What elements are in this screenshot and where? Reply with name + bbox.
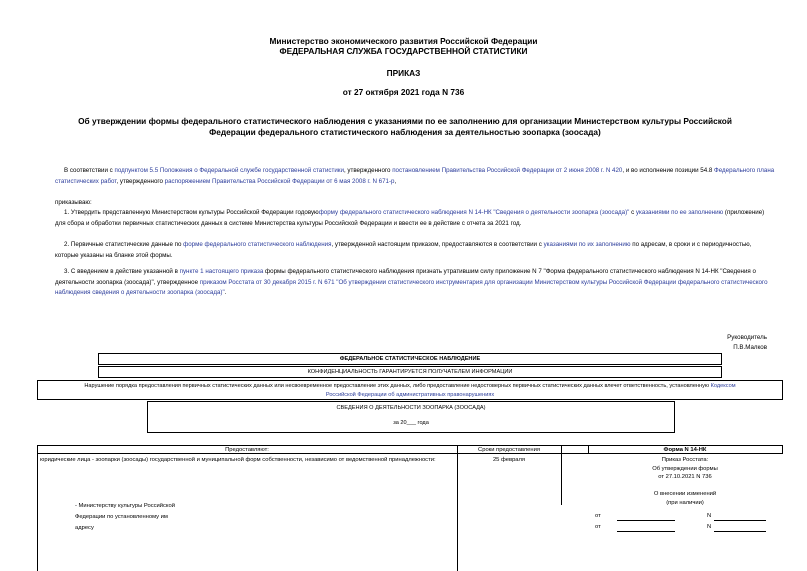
provider-description: юридические лица - зоопарки (зоосады) государственной и муниципальной форм собственности, независимо от ведомственной принадлежности: — [40, 457, 436, 463]
link-filling-instructions[interactable]: указаниями по их заполнению — [543, 241, 631, 248]
document-type: ПРИКАЗ — [386, 68, 421, 78]
item2-text-1: 2. Первичные статистические данные по — [64, 241, 184, 248]
recipient-line-2: Федерации по установленному им — [75, 514, 168, 520]
link-rosstat-order-671[interactable]: приказом Росстата от 30 декабря 2015 г. N 671 "Об утверждении статистического инструментария для организации Министерством культуры Российской Федерации федерального статистического наблюдения сведения о деятельности зоопарка (зоосада)" — [55, 278, 768, 296]
report-title-box — [147, 401, 675, 433]
preamble-text-2: , утвержденного — [343, 167, 393, 174]
item3-text-2: формы федерального статистического наблюдения признать утратившим силу приложение N 7 "Форма федерального статистического наблюдения N 14-НК "Сведения о деятельности зоопарка (зоосада)", утвержденное — [55, 268, 756, 286]
signature-role: Руководитель — [727, 334, 767, 341]
order-item-2 — [55, 240, 775, 261]
recipient-line-1: - Министерству культуры Российской — [75, 503, 175, 509]
column-header-provide: Предоставляют: — [225, 447, 269, 453]
warning-text: Нарушение порядка предоставления первичных статистических данных или несвоевременное предоставление этих данных, либо предоставление недостоверных первичных статистических данных влечет ответственность, установленную — [84, 383, 711, 389]
document-date-number: от 27 октября 2021 года N 736 — [342, 87, 465, 97]
item2-text-3: по адресам, в сроки и с периодичностью, которые указаны на бланке этой формы. — [55, 241, 752, 259]
changes-line-1: О внесении изменений — [653, 491, 717, 497]
item1-text-1: 1. Утвердить представленную Министерством культуры Российской Федерации годовую — [64, 209, 319, 216]
preamble-text-1: В соответствии с — [64, 167, 115, 174]
link-regulation-5-5[interactable]: подпунктом 5.5 Положения о Федеральной службе государственной статистики — [114, 167, 344, 174]
document-header — [0, 36, 807, 56]
recipient-line-3: адресу — [75, 525, 94, 531]
approval-line-3: от 27.10.2021 N 736 — [658, 474, 712, 480]
form-number: Форма N 14-НК — [663, 447, 707, 453]
preamble-text-4: , утвержденного — [116, 177, 165, 185]
preamble-text-5: , — [394, 177, 397, 185]
approval-line-1: Приказ Росстата: — [661, 457, 709, 463]
order-item-1 — [55, 208, 775, 229]
changes-line-2: (при наличии) — [666, 499, 704, 506]
service-name: ФЕДЕРАЛЬНАЯ СЛУЖБА ГОСУДАРСТВЕННОЙ СТАТИСТИКИ — [279, 46, 528, 56]
column-header-deadline: Сроки предоставления — [478, 447, 540, 453]
approval-block — [588, 456, 782, 482]
preamble-text-3: , и во исполнение позиции 54.8 — [622, 167, 715, 174]
changes-from-label-1: от — [595, 513, 601, 519]
link-federal-statistical-plan[interactable]: Федерального плана статистических работ — [55, 167, 775, 185]
changes-from-label-2: от — [595, 524, 601, 530]
item1-text-3: (приложение) для сбора и обработки первичных статистических данных в системе Министерства культуры Российской Федерации и ввести ее в действие с отчета за 2021 год. — [55, 209, 765, 227]
signature-name: П.В.Малков — [733, 344, 767, 351]
changes-number-label-2: N — [707, 524, 712, 530]
table-left-border — [37, 445, 38, 571]
report-title: СВЕДЕНИЯ О ДЕЯТЕЛЬНОСТИ ЗООПАРКА (ЗООСАДА) — [336, 405, 486, 411]
link-fill-instructions[interactable]: указаниями по ее заполнению — [635, 209, 724, 216]
item3-text-3: . — [224, 289, 227, 296]
preamble-paragraph — [55, 166, 775, 187]
changes-date-field-2 — [617, 531, 675, 532]
changes-number-field-2 — [714, 531, 766, 532]
item2-text-2: , утвержденной настоящим приказом, предоставляются в соответствии с — [331, 241, 544, 248]
link-item-1[interactable]: пункте 1 настоящего приказа — [179, 268, 264, 275]
link-government-decree-420[interactable]: постановлением Правительства Российской Федерации от 2 июня 2008 г. N 420 — [392, 167, 623, 174]
approval-line-2: Об утверждении формы — [652, 465, 718, 472]
item1-text-2: с — [629, 209, 636, 216]
federal-observation-box: ФЕДЕРАЛЬНОЕ СТАТИСТИЧЕСКОЕ НАБЛЮДЕНИЕ — [98, 353, 722, 365]
deadline-value: 25 февраля — [492, 457, 526, 463]
changes-number-label-1: N — [707, 513, 712, 519]
changes-number-field-1 — [714, 520, 766, 521]
order-item-3 — [55, 267, 775, 299]
changes-block — [588, 490, 782, 507]
table-right-border — [782, 445, 783, 453]
document-title: Об утверждении формы федерального статистического наблюдения с указаниями по ее заполнению для организации Министерством культуры Российской Федерации федерального статистического наблюдения за деятельностью зоопарка (зоосада) — [78, 116, 732, 137]
ministry-name: Министерство экономического развития Российской Федерации — [269, 36, 538, 46]
link-statistical-form[interactable]: форме федерального статистического наблюдения — [183, 241, 332, 248]
report-year: за 20___ года — [393, 420, 429, 426]
changes-date-field-1 — [617, 520, 675, 521]
liability-warning-box — [37, 380, 783, 400]
table-col-divider-2 — [561, 445, 562, 505]
item3-text-1: 3. С введением в действие указанной в — [64, 268, 180, 275]
link-government-order-671r[interactable]: распоряжением Правительства Российской Федерации от 6 мая 2008 г. N 671-р — [164, 177, 395, 185]
signature-block — [727, 333, 767, 353]
link-form-14-nk[interactable]: форму федерального статистического наблюдения N 14-НК "Сведения о деятельности зоопарка (зоосада)" — [318, 209, 630, 216]
confidentiality-box: КОНФИДЕНЦИАЛЬНОСТЬ ГАРАНТИРУЕТСЯ ПОЛУЧАТЕЛЕМ ИНФОРМАЦИИ — [98, 366, 722, 378]
link-administrative-code[interactable]: Кодексом Российской Федерации об административных правонарушениях — [325, 383, 736, 398]
order-word: приказываю: — [55, 199, 92, 206]
